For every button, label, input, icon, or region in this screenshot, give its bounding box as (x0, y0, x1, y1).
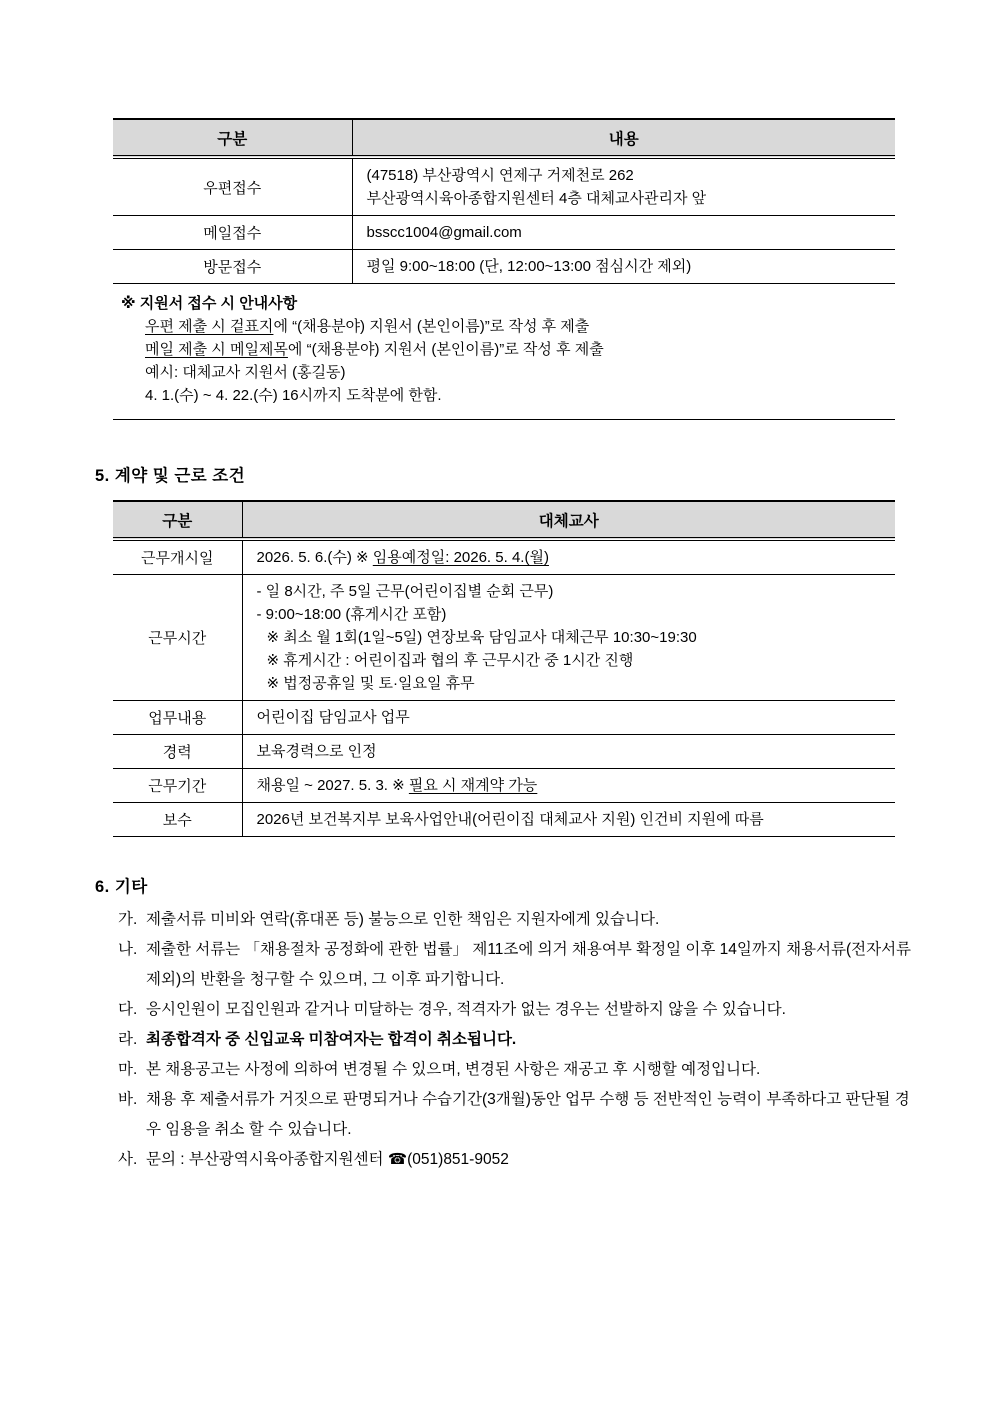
list-item (118, 1085, 912, 1145)
contract-conditions-table (113, 500, 895, 837)
item-text: 제출한 서류는 「채용절차 공정화에 관한 법률」 제11조에 의거 채용여부 확정일 이후 14일까지 채용서류(전자서류 제외)의 반환을 청구할 수 있으며, 그 이후 파기합니다. (146, 941, 912, 988)
item-label: 가. (118, 911, 138, 928)
item-text: 응시인원이 모집인원과 같거나 미달하는 경우, 적격자가 없는 경우는 선발하지 않을 수 있습니다. (146, 1001, 786, 1018)
table-row (113, 157, 895, 216)
table-row (113, 539, 895, 575)
item-label: 라. (118, 1031, 138, 1048)
notice-line-postal (121, 315, 895, 338)
contract-row-career-value: 보육경력으로 인정 (242, 735, 895, 769)
item-label: 사. (118, 1151, 138, 1168)
notice-line-example: 예시: 대체교사 지원서 (홍길동) (145, 364, 346, 381)
item-label: 마. (118, 1061, 138, 1078)
item-label: 나. (118, 941, 138, 958)
contract-col-value-header: 대체교사 (242, 501, 895, 539)
reception-row-mail-value (352, 157, 895, 216)
notice-line-deadline: 4. 1.(수) ~ 4. 22.(수) 16시까지 도착분에 한함. (145, 387, 442, 404)
hours-line-3: ※ 최소 월 1회(1일~5일) 연장보육 담임교사 대체근무 10:30~19:30 (266, 629, 697, 646)
item-text-contact: 문의 : 부산광역시육아종합지원센터 ☎(051)851-9052 (146, 1151, 509, 1168)
hours-line-1: - 일 8시간, 주 5일 근무(어린이집별 순회 근무) (256, 583, 554, 600)
contract-row-hours-label: 근무시간 (113, 575, 242, 701)
notice-rest-postal: 에 “(채용분야) 지원서 (본인이름)”로 작성 후 제출 (273, 318, 590, 335)
table-row (113, 701, 895, 735)
contract-row-duties-value: 어린이집 담임교사 업무 (242, 701, 895, 735)
table-row (113, 803, 895, 837)
contract-row-startdate-label: 근무개시일 (113, 539, 242, 575)
reception-row-mail-label: 우편접수 (113, 157, 352, 216)
item-text: 채용 후 제출서류가 거짓으로 판명되거나 수습기간(3개월)동안 업무 수행 등 전반적인 능력이 부족하다고 판단될 경우 임용을 취소 할 수 있습니다. (146, 1091, 910, 1138)
contract-row-pay-value: 2026년 보건복지부 보육사업안내(어린이집 대체교사 지원) 인건비 지원에 따름 (242, 803, 895, 837)
item-text-emphasized: 최종합격자 중 신입교육 미참여자는 합격이 취소됩니다. (146, 1031, 517, 1048)
hours-line-2: - 9:00~18:00 (휴게시간 포함) (256, 606, 447, 623)
contract-row-pay-label: 보수 (113, 803, 242, 837)
table-row (113, 735, 895, 769)
item-label: 다. (118, 1001, 138, 1018)
reception-row-email-value (352, 216, 895, 250)
contract-row-career-label: 경력 (113, 735, 242, 769)
list-item (118, 1055, 912, 1085)
hours-line-5: ※ 법정공휴일 및 토·일요일 휴무 (266, 675, 475, 692)
startdate-underline: 임용예정일: 2026. 5. 4.(월) (372, 549, 549, 566)
application-notice (113, 284, 895, 420)
notice-underline-postal: 우편 제출 시 겉표지 (145, 318, 274, 335)
item-text: 제출서류 미비와 연락(휴대폰 등) 불능으로 인한 책임은 지원자에게 있습니다. (146, 911, 660, 928)
list-item (118, 1025, 912, 1055)
contract-table-header-row (113, 501, 895, 539)
list-item (118, 1145, 912, 1175)
contract-row-startdate-value (242, 539, 895, 575)
section-5-title: 5. 계약 및 근로 조건 (95, 467, 246, 485)
contract-row-period-label: 근무기간 (113, 769, 242, 803)
list-item (118, 905, 912, 935)
address-line-1: (47518) 부산광역시 연제구 거제천로 262 (366, 167, 634, 184)
email-address: bsscc1004@gmail.com (366, 224, 522, 241)
reception-row-visit-label: 방문접수 (113, 250, 352, 284)
address-line-2: 부산광역시육아종합지원센터 4층 대체교사관리자 앞 (366, 190, 707, 207)
contract-col-category-header: 구분 (113, 501, 242, 539)
list-item (118, 935, 912, 995)
reception-row-email-label: 메일접수 (113, 216, 352, 250)
notice-underline-email: 메일 제출 시 메일제목 (145, 341, 288, 358)
contract-row-hours-value (242, 575, 895, 701)
startdate-text: 2026. 5. 6.(수) ※ (256, 549, 373, 566)
notice-rest-email: 에 “(채용분야) 지원서 (본인이름)”로 작성 후 제출 (287, 341, 604, 358)
contract-row-duties-label: 업무내용 (113, 701, 242, 735)
notice-line-email (121, 338, 895, 361)
item-label: 바. (118, 1091, 138, 1108)
list-item (118, 995, 912, 1025)
contract-row-period-value (242, 769, 895, 803)
reception-col-content-header: 내용 (352, 119, 895, 157)
reception-row-visit-value (352, 250, 895, 284)
etc-list (118, 905, 912, 1175)
period-underline: 필요 시 재계약 가능 (408, 777, 538, 794)
period-text: 채용일 ~ 2027. 5. 3. ※ (256, 777, 409, 794)
section-6-title: 6. 기타 (95, 878, 148, 896)
table-row (113, 575, 895, 701)
reception-table-header-row (113, 119, 895, 157)
visit-hours: 평일 9:00~18:00 (단, 12:00~13:00 점심시간 제외) (366, 258, 692, 275)
notice-title: ※ 지원서 접수 시 안내사항 (121, 295, 298, 312)
item-text: 본 채용공고는 사정에 의하여 변경될 수 있으며, 변경된 사항은 재공고 후 시행할 예정입니다. (146, 1061, 761, 1078)
hours-line-4: ※ 휴게시간 : 어린이집과 협의 후 근무시간 중 1시간 진행 (266, 652, 634, 669)
table-row (113, 216, 895, 250)
reception-table (113, 118, 895, 284)
table-row (113, 250, 895, 284)
reception-col-category-header: 구분 (113, 119, 352, 157)
table-row (113, 769, 895, 803)
